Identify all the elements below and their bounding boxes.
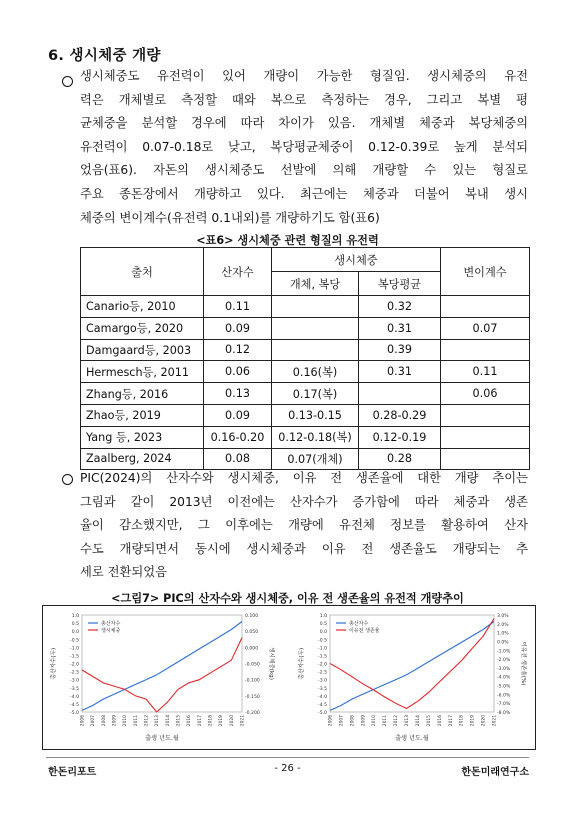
paragraph-line: 세로 전환되었음 [80, 565, 168, 580]
paragraph-line: 력은 개체별로 측정할 때와 복으로 측정하는 경우, 그리고 복별 평 [80, 92, 528, 107]
paragraph-line: 균체중을 분석할 경우에 따라 차이가 있음. 개체별 체중과 복당체중의 [80, 116, 528, 131]
x-tick-label: 2013 [155, 715, 161, 727]
y2-tick-label: -3.0% [497, 666, 511, 672]
y2-tick-label: -8.0% [497, 711, 511, 716]
header-source: 출처 [81, 248, 204, 296]
y2-tick-label: 0.050 [245, 630, 259, 636]
y-tick-label: -4.0 [318, 694, 327, 700]
paragraph-line: 율이 감소했지만, 그 이후에는 개량에 유전체 정보를 활용하여 산자 [80, 518, 528, 533]
paragraph-pic-trend [80, 467, 528, 585]
y2-axis-label: 생시체중(kg) [268, 647, 274, 680]
table-cell-litter-avg: 0.12-0.19 [359, 426, 441, 448]
y-tick-label: -0.5 [318, 638, 327, 644]
table-row [81, 361, 530, 383]
table-cell-individual: 0.07(개체) [272, 448, 359, 470]
y-tick-label: -2.0 [318, 662, 327, 668]
y-tick-label: -3.5 [70, 686, 79, 692]
paragraph-line: 주요 종돈장에서 개량하고 있다. 최근에는 체중과 더불어 복내 생시 [80, 186, 528, 201]
table-cell-source: Zhang등, 2016 [81, 383, 204, 405]
table-cell-litter-avg: 0.28 [359, 448, 441, 470]
bullet-circle-icon [62, 76, 73, 87]
y2-tick-label: -5.0% [497, 684, 511, 690]
x-tick-label: 2011 [133, 715, 139, 727]
footer-divider [46, 757, 529, 758]
table-cell-individual [272, 317, 359, 339]
y-tick-label: -3.5 [318, 686, 327, 692]
chart-litter-vs-survival [296, 609, 528, 744]
x-tick-label: 2014 [415, 715, 421, 727]
y-tick-label: -4.5 [318, 702, 327, 708]
x-tick-label: 2018 [208, 715, 214, 727]
y-tick-label: -3.0 [318, 678, 327, 684]
y2-tick-label: 0.000 [245, 646, 259, 652]
x-tick-label: 2007 [91, 715, 97, 727]
paragraph-line: 수도 개량되면서 동시에 생시체중과 이유 전 생존율도 개량되는 추 [80, 541, 528, 556]
x-tick-label: 2006 [80, 715, 86, 727]
table-cell-litter-avg: 0.31 [359, 317, 441, 339]
y-tick-label: 0.0 [71, 630, 79, 636]
x-tick-label: 2021 [240, 715, 246, 727]
x-tick-label: 2017 [448, 715, 454, 727]
table-cell-litter-size: 0.11 [204, 296, 272, 318]
paragraph-line: 체중의 변이계수(유전력 0.1내외)를 개량하기도 함(표6) [80, 210, 380, 225]
table-cell-source: Camargo등, 2020 [81, 317, 204, 339]
table-cell-individual [272, 339, 359, 361]
figure7-caption: <그림7> PIC의 산자수와 생시체중, 이유 전 생존율의 유전적 개량추이 [111, 592, 464, 605]
paragraph-birth-weight [80, 65, 528, 230]
paragraph-line: PIC(2024)의 산자수와 생시체중, 이유 전 생존율에 대한 개량 추이는 [80, 471, 528, 485]
x-tick-label: 2016 [437, 715, 443, 727]
table-cell-cv [441, 426, 530, 448]
y2-tick-label: -1.0% [497, 649, 511, 655]
x-tick-label: 2014 [165, 715, 171, 727]
paragraph-line: 그림과 같이 2013년 이전에는 산자수가 증가함에 따라 체중과 생존 [80, 494, 528, 509]
y-tick-label: 0.5 [319, 622, 327, 628]
x-tick-label: 2015 [176, 715, 182, 727]
y2-tick-label: -0.050 [245, 662, 260, 668]
table-row [81, 296, 530, 318]
header-litter-size: 산자수 [204, 248, 272, 296]
x-tick-label: 2015 [426, 715, 432, 727]
table-row [81, 426, 530, 448]
y2-tick-label: -0.200 [245, 711, 260, 716]
table-cell-cv: 0.06 [441, 383, 530, 405]
table-row [81, 317, 530, 339]
table-cell-litter-size: 0.13 [204, 383, 272, 405]
legend-label: 이유전 생존율 [349, 628, 380, 634]
y-tick-label: -5.0 [318, 711, 327, 716]
y2-tick-label: -6.0% [497, 693, 511, 699]
y-tick-label: -5.0 [70, 711, 79, 716]
y-axis-label: 총산자수(두) [299, 647, 305, 680]
y2-axis-label: 이유전 생존율(%) [520, 641, 526, 686]
table-cell-individual: 0.16(복) [272, 361, 359, 383]
table-cell-source: Canario등, 2010 [81, 296, 204, 318]
legend-label: 총산자수 [349, 621, 369, 627]
table-cell-litter-avg [359, 383, 441, 405]
table-cell-source: Zhao등, 2019 [81, 404, 204, 426]
bullet-circle-icon [62, 474, 73, 485]
table-cell-individual: 0.17(복) [272, 383, 359, 405]
table-row [81, 383, 530, 405]
x-tick-label: 2017 [197, 715, 203, 727]
table-cell-cv: 0.07 [441, 317, 530, 339]
x-tick-label: 2007 [339, 715, 345, 727]
header-individual: 개체, 복당 [272, 272, 359, 296]
y-axis-label: 총산자수(두) [51, 647, 57, 680]
x-tick-label: 2008 [350, 715, 356, 727]
x-tick-label: 2011 [383, 715, 389, 727]
table-cell-litter-avg: 0.32 [359, 296, 441, 318]
y2-tick-label: -0.150 [245, 694, 260, 700]
table-cell-cv [441, 339, 530, 361]
y2-tick-label: 3.0% [497, 614, 509, 619]
y-tick-label: -1.0 [318, 646, 327, 652]
y-tick-label: 1.0 [71, 614, 79, 619]
header-birth-weight: 생시체중 [272, 248, 441, 272]
y2-tick-label: -2.0% [497, 658, 511, 664]
footer-page-number: - 26 - [274, 763, 301, 774]
table-cell-source: Hermesch등, 2011 [81, 361, 204, 383]
x-tick-label: 2016 [187, 715, 193, 727]
x-tick-label: 2021 [492, 715, 498, 727]
table-cell-source: Damgaard등, 2003 [81, 339, 204, 361]
paragraph-line: 생시체중도 유전력이 있어 개량이 가능한 형질임. 생시체중의 유전 [80, 69, 528, 83]
y-tick-label: 1.0 [319, 614, 327, 619]
legend-label: 총산자수 [101, 621, 121, 627]
x-tick-label: 2018 [459, 715, 465, 727]
table-cell-litter-size: 0.16-0.20 [204, 426, 272, 448]
legend-label: 생시체중 [101, 628, 121, 634]
x-tick-label: 2009 [112, 715, 118, 727]
x-tick-label: 2006 [328, 715, 334, 727]
footer-publication: 한돈리포트 [48, 767, 97, 778]
y-tick-label: -4.0 [70, 694, 79, 700]
x-tick-label: 2019 [470, 715, 476, 727]
header-litter-avg: 복당평균 [359, 272, 441, 296]
x-tick-label: 2020 [229, 715, 235, 727]
y-tick-label: -2.0 [70, 662, 79, 668]
y2-tick-label: -7.0% [497, 702, 511, 708]
series-line-1 [82, 638, 242, 712]
heritability-table [80, 247, 530, 470]
series-line-0 [330, 622, 494, 711]
table-row [81, 339, 530, 361]
y-tick-label: -3.0 [70, 678, 79, 684]
y-tick-label: -4.5 [70, 702, 79, 708]
y-tick-label: -1.5 [318, 654, 327, 660]
chart-litter-vs-birthweight [48, 609, 276, 744]
y2-tick-label: 0.0% [497, 640, 509, 646]
header-cv: 변이계수 [441, 248, 530, 296]
table-cell-litter-size: 0.09 [204, 404, 272, 426]
table-cell-source: Zaalberg, 2024 [81, 448, 204, 470]
y2-tick-label: 2.0% [497, 622, 509, 628]
x-tick-label: 2010 [372, 715, 378, 727]
table6-caption: <표6> 생시체중 관련 형질의 유전력 [196, 234, 379, 247]
y-tick-label: -2.5 [318, 670, 327, 676]
table-cell-individual [272, 296, 359, 318]
y-tick-label: -1.0 [70, 646, 79, 652]
table-cell-cv [441, 404, 530, 426]
x-tick-label: 2012 [394, 715, 400, 727]
table-cell-litter-avg: 0.31 [359, 361, 441, 383]
x-tick-label: 2020 [481, 715, 487, 727]
y-tick-label: 0.0 [319, 630, 327, 636]
table-cell-litter-size: 0.09 [204, 317, 272, 339]
x-tick-label: 2019 [219, 715, 225, 727]
table-cell-individual: 0.12-0.18(복) [272, 426, 359, 448]
x-tick-label: 2013 [405, 715, 411, 727]
x-axis-label: 출생 년도.월 [395, 735, 429, 742]
x-axis-label: 출생 년도.월 [145, 735, 179, 742]
section-title: 6. 생시체중 개량 [48, 48, 161, 64]
table-cell-litter-avg: 0.39 [359, 339, 441, 361]
y-tick-label: -0.5 [70, 638, 79, 644]
paragraph-line: 었음(표6). 자돈의 생시체중도 선발에 의해 개량할 수 있는 형질로 [80, 163, 528, 178]
table-cell-source: Yang 등, 2023 [81, 426, 204, 448]
table-cell-litter-size: 0.06 [204, 361, 272, 383]
y-tick-label: -1.5 [70, 654, 79, 660]
y2-tick-label: 0.100 [245, 614, 259, 619]
table-row [81, 404, 530, 426]
y2-tick-label: -4.0% [497, 675, 511, 681]
paragraph-line: 유전력이 0.07-0.18로 낮고, 복당평균체중이 0.12-0.39로 높게 분석되 [80, 139, 528, 154]
table-cell-litter-avg: 0.28-0.29 [359, 404, 441, 426]
footer-institute: 한돈미래연구소 [461, 767, 529, 778]
table-cell-cv [441, 296, 530, 318]
y2-tick-label: 1.0% [497, 631, 509, 637]
y-tick-label: -2.5 [70, 670, 79, 676]
y2-tick-label: -0.100 [245, 678, 260, 684]
table-cell-litter-size: 0.08 [204, 448, 272, 470]
x-tick-label: 2012 [144, 715, 150, 727]
x-tick-label: 2009 [361, 715, 367, 727]
y-tick-label: 0.5 [71, 622, 79, 628]
table-cell-cv: 0.11 [441, 361, 530, 383]
table-cell-litter-size: 0.12 [204, 339, 272, 361]
x-tick-label: 2010 [123, 715, 129, 727]
series-line-0 [82, 622, 242, 711]
table-cell-individual: 0.13-0.15 [272, 404, 359, 426]
x-tick-label: 2008 [101, 715, 107, 727]
